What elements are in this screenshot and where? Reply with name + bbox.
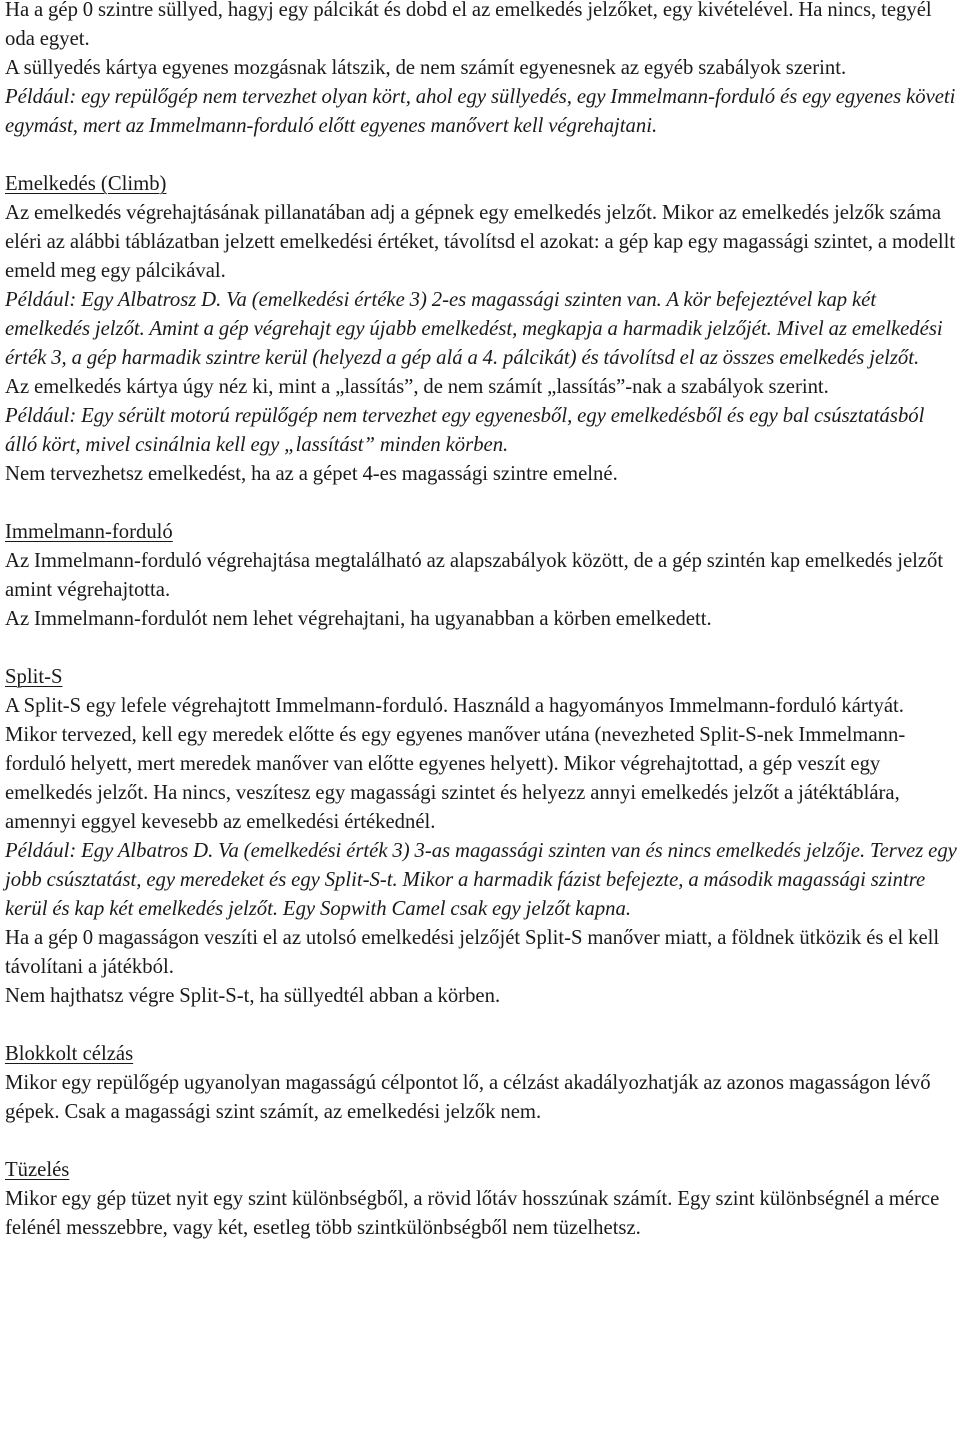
split-s-paragraph-4: Nem hajthatsz végre Split-S-t, ha süllyedtél abban a körben. xyxy=(5,985,501,1007)
intro-paragraph-2: A süllyedés kártya egyenes mozgásnak látszik, de nem számít egyenesnek az egyéb szabályok szerint. xyxy=(5,57,847,79)
climb-example-2: Például: Egy sérült motorú repülőgép nem tervezhet egy egyenesből, egy emelkedésből és egy bal csúsztatásból álló kört, mivel csinálnia kell egy „lassítást” minden körben. xyxy=(5,405,925,456)
climb-paragraph-3: Az emelkedés kártya úgy néz ki, mint a „lassítás”, de nem számít „lassítás”-nak a szabályok szerint. xyxy=(5,376,829,398)
heading-split-s: Split-S xyxy=(5,666,63,688)
firing-paragraph: Mikor egy gép tüzet nyit egy szint különbségből, a rövid lőtáv hosszúnak számít. Egy szint különbségnél a mérce felénél messzebbre, vagy két, esetleg több szintkülönbségből nem tüzelhetsz. xyxy=(5,1188,940,1239)
immelmann-paragraph-1: Az Immelmann-forduló végrehajtása megtalálható az alapszabályok között, de a gép szintén kap emelkedés jelzőt amint végrehajtotta. xyxy=(5,550,944,601)
intro-example: Például: egy repülőgép nem tervezhet olyan kört, ahol egy süllyedés, egy Immelmann-forduló és egy egyenes követi egymást, mert az Immelmann-forduló előtt egyenes manővert kell végrehajtani. xyxy=(5,86,956,137)
section-spacer xyxy=(5,1127,957,1156)
section-spacer xyxy=(5,141,957,170)
section-spacer xyxy=(5,634,957,663)
climb-paragraph-1: Az emelkedés végrehajtásának pillanatában adj a gépnek egy emelkedés jelzőt. Mikor az emelkedés jelzők száma eléri az alábbi táblázatban jelzett emelkedési értéket, távolítsd el azokat: a gép kap egy magassági szintet, a modellt emeld meg egy pálcikával. xyxy=(5,202,956,282)
heading-climb: Emelkedés (Climb) xyxy=(5,173,167,195)
blocked-aim-paragraph: Mikor egy repülőgép ugyanolyan magasságú célpontot lő, a célzást akadályozhatják az azonos magasságon lévő gépek. Csak a magassági szint számít, az emelkedési jelzők nem. xyxy=(5,1072,931,1123)
split-s-paragraph-1: A Split-S egy lefele végrehajtott Immelmann-forduló. Használd a hagyományos Immelmann-forduló kártyát. Mikor tervezed, kell egy meredek előtte és egy egyenes manőver utána (nevezheted Split-S-nek Immelmann-forduló helyett, mert meredek manőver van előtte egyenes helyett). Mikor végrehajtottad, a gép veszít egy emelkedés jelzőt. Ha nincs, veszítesz egy magassági szintet és helyezz annyi emelkedés jelzőt a játéktáblára, amennyi eggyel kevesebb az emelkedési értékednél. xyxy=(5,695,906,833)
intro-paragraph-1: Ha a gép 0 szintre süllyed, hagyj egy pálcikát és dobd el az emelkedés jelzőket, egy kivételével. Ha nincs, tegyél oda egyet. xyxy=(5,0,932,50)
heading-immelmann: Immelmann-forduló xyxy=(5,521,173,543)
split-s-paragraph-3: Ha a gép 0 magasságon veszíti el az utolsó emelkedési jelzőjét Split-S manőver miatt, a földnek ütközik és el kell távolítani a játékból. xyxy=(5,927,940,978)
immelmann-paragraph-2: Az Immelmann-fordulót nem lehet végrehajtani, ha ugyanabban a körben emelkedett. xyxy=(5,608,712,630)
heading-firing: Tüzelés xyxy=(5,1159,70,1181)
climb-paragraph-5: Nem tervezhetsz emelkedést, ha az a gépet 4-es magassági szintre emelné. xyxy=(5,463,618,485)
section-spacer xyxy=(5,1011,957,1040)
split-s-example: Például: Egy Albatros D. Va (emelkedési érték 3) 3-as magassági szinten van és nincs emelkedés jelzője. Tervez egy jobb csúsztatást, egy meredeket és egy Split-S-t. Mikor a harmadik fázist befejezte, a második magassági szintre kerül és kap két emelkedés jelzőt. Egy Sopwith Camel csak egy jelzőt kapna. xyxy=(5,840,957,920)
section-spacer xyxy=(5,489,957,518)
climb-example-1: Például: Egy Albatrosz D. Va (emelkedési értéke 3) 2-es magassági szinten van. A kör befejeztével kap két emelkedés jelzőt. Amint a gép végrehajt egy újabb emelkedést, megkapja a harmadik jelzőjét. Mivel az emelkedési érték 3, a gép harmadik szintre kerül (helyezd a gép alá a 4. pálcikát) és távolítsd el az összes emelkedés jelzőt. xyxy=(5,289,943,369)
heading-blocked-aim: Blokkolt célzás xyxy=(5,1043,134,1065)
document-page xyxy=(5,0,957,1243)
